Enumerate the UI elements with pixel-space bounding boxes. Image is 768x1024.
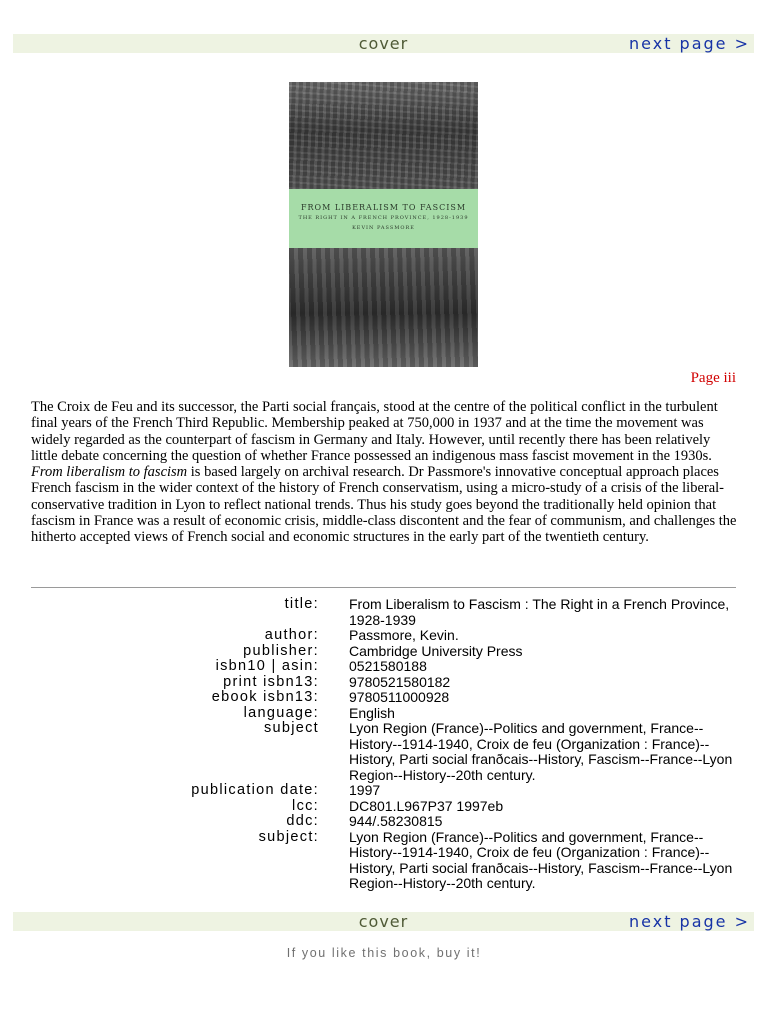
metadata-value: Lyon Region (France)--Politics and government, France--History--1914-1940, Croix de feu (Organization : France)--History, Parti social franðcais--History, Fascism--France--Lyon Region--History--20th century.: [349, 828, 733, 891]
metadata-label: print isbn13:: [223, 673, 319, 690]
book-description: [31, 399, 737, 546]
metadata-label: language:: [243, 704, 319, 721]
metadata-label: publication date:: [191, 782, 319, 798]
description-text: The Croix de Feu and its successor, the Parti social français, stood at the centre of the political conflict in the turbulent final years of the French Third Republic. Membership peaked at 750,000 in 1937 and at the time the movement was widely regarded as the counterpart of fascism in Germany and Italy. However, until recently there has been relatively little debate concerning the question of whether France possessed an indigenous mass fascist movement in the 1930s.: [31, 399, 718, 464]
metadata-label: isbn10 | asin:: [215, 658, 319, 674]
metadata-value: DC801.L967P37 1997eb: [349, 797, 504, 814]
metadata-row: [0, 659, 768, 675]
page-label: Page iii: [690, 370, 736, 386]
metadata-row: [0, 628, 768, 644]
metadata-row: [0, 799, 768, 815]
metadata-value: English: [349, 704, 395, 721]
metadata-label: ebook isbn13:: [211, 689, 319, 705]
metadata-value: 944/.58230815: [349, 813, 443, 829]
metadata-row: [0, 783, 768, 799]
next-page-link[interactable]: next page >: [629, 34, 750, 53]
metadata-row: [0, 690, 768, 706]
cover-photo-crowd: [289, 82, 478, 189]
next-page-link[interactable]: next page >: [629, 912, 750, 931]
metadata-row: [0, 706, 768, 722]
cover-link[interactable]: cover: [358, 912, 409, 931]
description-text: is based largely on archival research. Dr Passmore's innovative conceptual approach places French fascism in the wider context of the history of French conservatism, using a micro-study of a crisis of the liberal-conservative tradition in Lyon to reflect national trends. Thus his study goes beyond the traditionally held opinion that fascism in France was a result of economic crisis, middle-class discontent and the fear of communism, and challenges the hitherto accepted views of French social and economic structures in the early part of the twentieth century.: [31, 464, 737, 546]
metadata-row: [0, 644, 768, 660]
description-italic-title: From liberalism to fascism: [31, 464, 188, 481]
cover-photo-march: [289, 248, 478, 367]
cover-subtitle: THE RIGHT IN A FRENCH PROVINCE, 1928-1939: [298, 215, 469, 221]
metadata-label: title:: [284, 596, 319, 612]
cover-author: KEVIN PASSMORE: [352, 225, 415, 231]
metadata-label: lcc:: [292, 797, 319, 814]
metadata-value: 1997: [349, 782, 381, 798]
metadata-value: Passmore, Kevin.: [349, 627, 459, 643]
metadata-label: author:: [264, 627, 319, 643]
metadata-row: [0, 675, 768, 691]
cover-link[interactable]: cover: [358, 34, 409, 53]
metadata-label: publisher:: [243, 642, 319, 659]
metadata-label: ddc:: [286, 813, 319, 829]
metadata-label: subject: [263, 720, 319, 736]
metadata-row: [0, 597, 768, 628]
buy-book-link[interactable]: If you like this book, buy it!: [286, 946, 482, 960]
metadata-table: [0, 597, 768, 892]
metadata-value: 9780521580182: [349, 673, 451, 690]
metadata-row: [0, 814, 768, 830]
book-cover-image: [289, 82, 478, 367]
metadata-value: From Liberalism to Fascism : The Right in a French Province, 1928-1939: [349, 596, 730, 628]
metadata-row: [0, 721, 768, 783]
bottom-nav-bar: [13, 912, 754, 931]
divider: [31, 587, 736, 588]
metadata-value: Cambridge University Press: [349, 642, 523, 659]
metadata-value: 9780511000928: [349, 689, 450, 705]
metadata-row: [0, 830, 768, 892]
top-nav-bar: [13, 34, 754, 53]
cover-title-band: [289, 189, 478, 248]
metadata-value: 0521580188: [349, 658, 427, 674]
metadata-label: subject:: [258, 828, 319, 845]
metadata-value: Lyon Region (France)--Politics and government, France--History--1914-1940, Croix de feu (Organization : France)--History, Parti social franðcais--History, Fascism--France--Lyon Region--History--20th century.: [349, 720, 733, 783]
cover-title: FROM LIBERALISM TO FASCISM: [300, 203, 467, 212]
